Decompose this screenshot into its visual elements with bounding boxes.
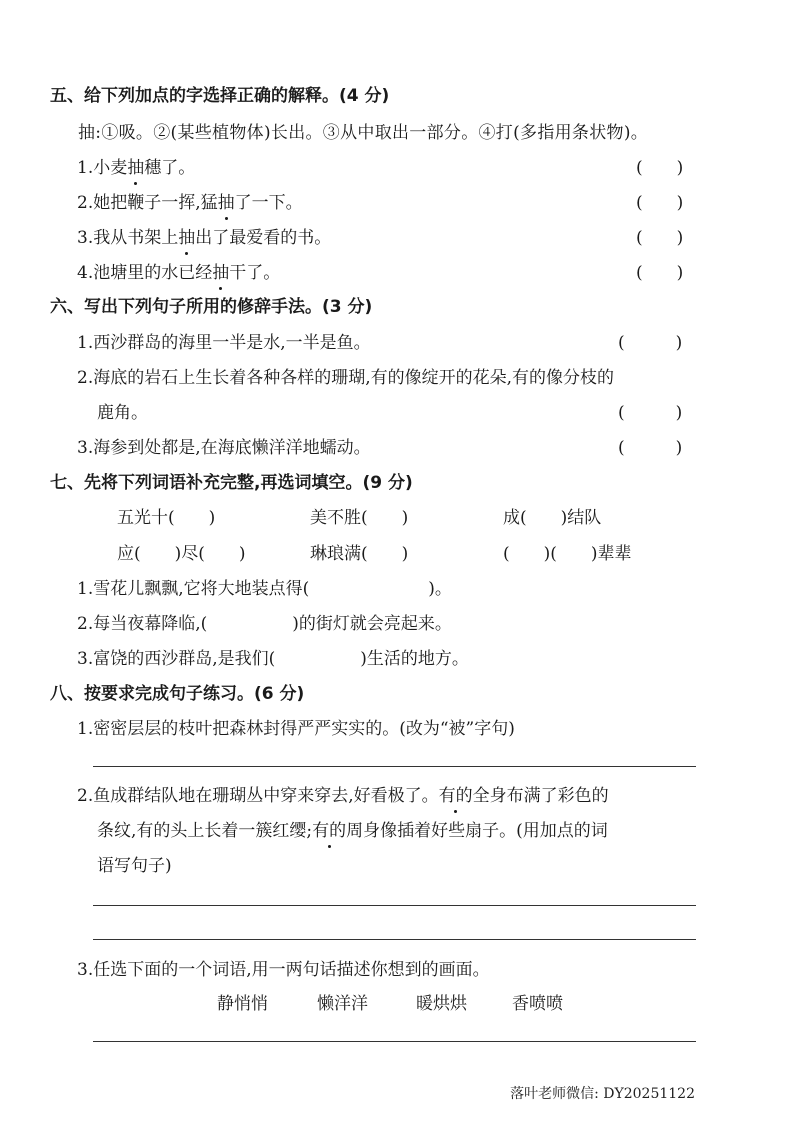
question-text: 2.她把鞭子一挥,猛	[77, 193, 218, 213]
question-6-2: 2.海底的岩石上生长着各种各样的珊瑚,有的像绽开的花朵,有的像分枝的	[77, 368, 615, 388]
idiom-blank[interactable]: 琳琅满( )	[310, 544, 409, 564]
question-8-2	[77, 781, 609, 806]
dotted-word: 有的	[439, 781, 473, 806]
question-text: 2.鱼成群结队地在珊瑚丛中穿来穿去,好看极了。	[77, 786, 439, 806]
question-text: 有的头上长着一簇红缨;	[136, 821, 313, 841]
word-option: 懒洋洋	[317, 994, 368, 1014]
idiom-blank[interactable]: 应( )尽( )	[117, 544, 246, 564]
question-text: 条纹,	[97, 821, 137, 841]
idiom-blank[interactable]: ( )( )辈辈	[503, 544, 632, 564]
idiom-blank[interactable]: 成( )结队	[503, 508, 602, 528]
question-8-1: 1.密密层层的枝叶把森林封得严严实实的。(改为“被”字句)	[77, 719, 515, 739]
dotted-char: 抽	[127, 153, 144, 178]
dotted-char: 抽	[178, 223, 195, 248]
question-text: 全身布满了彩色的	[472, 786, 609, 806]
answer-line[interactable]	[93, 905, 696, 906]
fill-sentence-3[interactable]: 3.富饶的西沙群岛,是我们( )生活的地方。	[77, 649, 469, 669]
dotted-char: 抽	[218, 188, 235, 213]
question-text: 出了最爱看的书。	[195, 228, 332, 248]
question-5-3	[77, 223, 331, 248]
section-8-title: 八、按要求完成句子练习。(6 分)	[50, 684, 305, 704]
question-6-3: 3.海参到处都是,在海底懒洋洋地蠕动。	[77, 438, 371, 458]
question-6-2-cont: 鹿角。	[97, 403, 148, 423]
answer-blank[interactable]: ( )	[636, 158, 684, 178]
question-text: 3.我从书架上	[77, 228, 179, 248]
question-8-2-cont: 语写句子)	[97, 856, 172, 876]
word-option: 暖烘烘	[416, 994, 467, 1014]
answer-blank[interactable]: ( )	[618, 403, 683, 423]
word-option: 静悄悄	[217, 994, 268, 1014]
idiom-blank[interactable]: 美不胜( )	[310, 508, 409, 528]
answer-blank[interactable]: ( )	[618, 438, 683, 458]
answer-blank[interactable]: ( )	[618, 333, 683, 353]
section-7-title: 七、先将下列词语补充完整,再选词填空。(9 分)	[50, 473, 413, 493]
answer-line[interactable]	[93, 766, 696, 767]
answer-line[interactable]	[93, 939, 696, 940]
dotted-word: 有的	[312, 816, 346, 841]
question-text: 1.小麦	[77, 158, 128, 178]
question-text: 干了。	[229, 263, 281, 283]
section-5-title: 五、给下列加点的字选择正确的解释。(4 分)	[50, 86, 390, 106]
question-text: 穗了。	[144, 158, 196, 178]
answer-blank[interactable]: ( )	[636, 228, 684, 248]
question-5-2	[77, 188, 303, 213]
answer-blank[interactable]: ( )	[636, 193, 684, 213]
answer-blank[interactable]: ( )	[636, 263, 684, 283]
definitions: 抽:①吸。②(某些植物体)长出。③从中取出一部分。④打(多指用条状物)。	[78, 123, 649, 143]
footer-contact: 落叶老师微信: DY20251122	[510, 1086, 695, 1102]
question-8-3: 3.任选下面的一个词语,用一两句话描述你想到的画面。	[77, 960, 490, 980]
question-text: 了一下。	[234, 193, 303, 213]
question-text: 周身像插着好些扇子。(用加点的词	[346, 821, 608, 841]
section-6-title: 六、写出下列句子所用的修辞手法。(3 分)	[50, 297, 373, 317]
question-8-2-cont	[97, 816, 608, 841]
question-text: 4.池塘里的水已经	[77, 263, 213, 283]
fill-sentence-1[interactable]: 1.雪花儿飘飘,它将大地装点得( )。	[77, 579, 452, 599]
question-6-1: 1.西沙群岛的海里一半是水,一半是鱼。	[77, 333, 371, 353]
idiom-blank[interactable]: 五光十( )	[117, 508, 216, 528]
question-5-1	[77, 153, 195, 178]
fill-sentence-2[interactable]: 2.每当夜幕降临,( )的街灯就会亮起来。	[77, 614, 452, 634]
dotted-char: 抽	[212, 258, 229, 283]
answer-line[interactable]	[93, 1041, 696, 1042]
question-5-4	[77, 258, 280, 283]
word-option: 香喷喷	[512, 994, 563, 1014]
